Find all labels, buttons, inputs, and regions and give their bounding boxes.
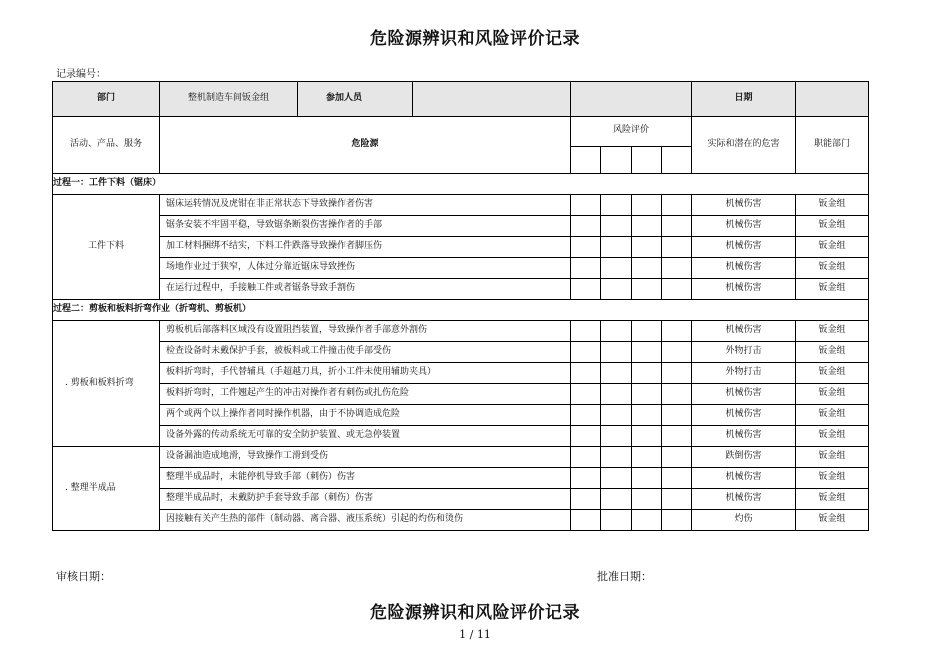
risk-eval-cell bbox=[601, 237, 632, 258]
risk-eval-cell bbox=[632, 447, 662, 468]
hazard-cell: 整理半成品时，未能停机导致手部（刺伤）伤害 bbox=[160, 468, 571, 489]
hazard-cell: 在运行过程中，手接触工件或者锯条导致手割伤 bbox=[160, 279, 571, 300]
process-title-row bbox=[53, 174, 869, 195]
table-row bbox=[53, 195, 869, 216]
participants-cell bbox=[298, 82, 571, 117]
process-title-row bbox=[53, 300, 869, 321]
risk-eval-cell bbox=[632, 258, 662, 279]
harm-cell: 机械伤害 bbox=[692, 405, 796, 426]
dept-label: 部门 bbox=[53, 82, 160, 117]
risk-eval-cell bbox=[601, 510, 632, 531]
harm-cell: 机械伤害 bbox=[692, 489, 796, 510]
risk-eval-cell bbox=[632, 489, 662, 510]
hazard-cell: 锯床运转情况及虎钳在非正常状态下导致操作者伤害 bbox=[160, 195, 571, 216]
risk-eval-cell bbox=[601, 363, 632, 384]
risk-eval-cell bbox=[632, 342, 662, 363]
func-dept-cell: 钣金组 bbox=[796, 342, 869, 363]
table-row bbox=[53, 216, 869, 237]
harm-cell: 外物打击 bbox=[692, 363, 796, 384]
dept-value: 整机制造车间钣金组 bbox=[160, 82, 298, 117]
risk-eval-cell bbox=[662, 426, 692, 447]
risk-eval-cell bbox=[662, 489, 692, 510]
risk-eval-cell bbox=[632, 321, 662, 342]
risk-eval-cell bbox=[571, 342, 601, 363]
risk-eval-cell bbox=[601, 258, 632, 279]
hazard-cell: 场地作业过于狭窄，人体过分靠近锯床导致挫伤 bbox=[160, 258, 571, 279]
risk-eval-cell bbox=[601, 489, 632, 510]
risk-eval-cell bbox=[662, 405, 692, 426]
participants-value-ext[interactable] bbox=[571, 82, 692, 117]
harm-label: 实际和潜在的危害 bbox=[692, 117, 796, 174]
risk-eval-cell bbox=[601, 279, 632, 300]
risk-eval-sub-cell bbox=[632, 146, 662, 173]
process-title: 过程二：剪板和板料折弯作业（折弯机、剪板机） bbox=[53, 300, 869, 321]
risk-eval-cell bbox=[571, 195, 601, 216]
table-row bbox=[53, 510, 869, 531]
risk-eval-cell bbox=[601, 195, 632, 216]
risk-eval-cell bbox=[571, 426, 601, 447]
hazard-cell: 板料折弯时，手代替辅具（手超越刀具，折小工件未使用辅助夹具） bbox=[160, 363, 571, 384]
table-row bbox=[53, 279, 869, 300]
func-dept-cell: 钣金组 bbox=[796, 195, 869, 216]
activity-cell: . 剪板和板料折弯 bbox=[53, 321, 160, 447]
risk-eval-cell bbox=[571, 279, 601, 300]
hazard-cell: 设备漏油造成地滑，导致操作工滑到受伤 bbox=[160, 447, 571, 468]
header-row-1 bbox=[53, 82, 869, 117]
risk-eval-cell bbox=[662, 258, 692, 279]
risk-eval-sub-cell bbox=[662, 146, 692, 173]
risk-eval-cell bbox=[632, 237, 662, 258]
page-title: 危险源辨识和风险评价记录 bbox=[370, 29, 580, 49]
func-dept-cell: 钣金组 bbox=[796, 405, 869, 426]
func-dept-cell: 钣金组 bbox=[796, 258, 869, 279]
risk-eval-cell bbox=[662, 510, 692, 531]
hazard-cell: 板料折弯时，工件翘起产生的冲击对操作者有刺伤或扎伤危险 bbox=[160, 384, 571, 405]
func-dept-cell: 钣金组 bbox=[796, 426, 869, 447]
func-dept-cell: 钣金组 bbox=[796, 237, 869, 258]
risk-eval-cell bbox=[632, 384, 662, 405]
func-dept-cell: 钣金组 bbox=[796, 447, 869, 468]
risk-eval-cell bbox=[662, 321, 692, 342]
risk-eval-cell bbox=[571, 258, 601, 279]
hazard-cell: 检查设备时未戴保护手套，被板料或工件撞击使手部受伤 bbox=[160, 342, 571, 363]
hazard-cell: 锯条安装不牢固平稳，导致锯条断裂伤害操作者的手部 bbox=[160, 216, 571, 237]
risk-eval-cell bbox=[662, 279, 692, 300]
participants-label: 参加人员 bbox=[298, 82, 413, 116]
harm-cell: 机械伤害 bbox=[692, 468, 796, 489]
hazard-cell: 两个或两个以上操作者同时操作机器，由于不协调造成危险 bbox=[160, 405, 571, 426]
risk-eval-cell bbox=[662, 237, 692, 258]
func-dept-cell: 钣金组 bbox=[796, 468, 869, 489]
risk-eval-cell bbox=[601, 384, 632, 405]
func-dept-cell: 钣金组 bbox=[796, 384, 869, 405]
hazard-cell: 因接触有关产生热的部件（制动器、离合器、液压系统）引起的灼伤和烫伤 bbox=[160, 510, 571, 531]
risk-eval-label: 风险评价 bbox=[571, 117, 692, 147]
risk-eval-cell bbox=[662, 384, 692, 405]
header-row-2 bbox=[53, 117, 869, 147]
risk-eval-cell bbox=[632, 510, 662, 531]
func-dept-cell: 钣金组 bbox=[796, 321, 869, 342]
risk-eval-cell bbox=[662, 216, 692, 237]
table-row bbox=[53, 342, 869, 363]
process-title: 过程一：工件下料（锯床） bbox=[53, 174, 869, 195]
page-title-repeat: 危险源辨识和风险评价记录 bbox=[370, 603, 580, 623]
page-number: 1 / 11 bbox=[459, 628, 491, 641]
risk-eval-cell bbox=[632, 426, 662, 447]
harm-cell: 机械伤害 bbox=[692, 237, 796, 258]
risk-eval-cell bbox=[571, 510, 601, 531]
hazard-cell: 加工材料捆绑不结实，下料工件跌落导致操作者脚压伤 bbox=[160, 237, 571, 258]
risk-eval-cell bbox=[571, 447, 601, 468]
risk-eval-cell bbox=[632, 279, 662, 300]
risk-eval-cell bbox=[662, 342, 692, 363]
risk-eval-cell bbox=[662, 468, 692, 489]
risk-eval-cell bbox=[662, 363, 692, 384]
risk-eval-cell bbox=[601, 405, 632, 426]
risk-eval-cell bbox=[632, 216, 662, 237]
risk-eval-cell bbox=[632, 195, 662, 216]
date-label: 日期 bbox=[692, 82, 796, 117]
hazard-label: 危险源 bbox=[160, 117, 571, 174]
date-value[interactable] bbox=[796, 82, 869, 117]
risk-eval-cell bbox=[632, 363, 662, 384]
activity-label: 活动、产品、服务 bbox=[53, 117, 160, 174]
risk-eval-cell bbox=[571, 216, 601, 237]
harm-cell: 机械伤害 bbox=[692, 216, 796, 237]
func-dept-cell: 钣金组 bbox=[796, 279, 869, 300]
hazard-record-table bbox=[52, 81, 869, 531]
risk-eval-cell bbox=[601, 342, 632, 363]
harm-cell: 机械伤害 bbox=[692, 426, 796, 447]
activity-cell: 工件下料 bbox=[53, 195, 160, 300]
risk-eval-cell bbox=[601, 321, 632, 342]
risk-eval-cell bbox=[571, 384, 601, 405]
table-row bbox=[53, 237, 869, 258]
harm-cell: 机械伤害 bbox=[692, 258, 796, 279]
risk-eval-cell bbox=[601, 447, 632, 468]
hazard-cell: 剪板机后部落料区域没有设置阻挡装置，导致操作者手部意外割伤 bbox=[160, 321, 571, 342]
table-row bbox=[53, 426, 869, 447]
harm-cell: 外物打击 bbox=[692, 342, 796, 363]
func-dept-cell: 钣金组 bbox=[796, 489, 869, 510]
table-row bbox=[53, 405, 869, 426]
table-row bbox=[53, 363, 869, 384]
func-dept-cell: 钣金组 bbox=[796, 510, 869, 531]
table-row bbox=[53, 468, 869, 489]
risk-eval-sub-cell bbox=[601, 146, 632, 173]
risk-eval-cell bbox=[662, 195, 692, 216]
risk-eval-cell bbox=[601, 426, 632, 447]
risk-eval-cell bbox=[601, 468, 632, 489]
risk-eval-cell bbox=[601, 216, 632, 237]
table-row bbox=[53, 258, 869, 279]
table-row bbox=[53, 321, 869, 342]
harm-cell: 机械伤害 bbox=[692, 195, 796, 216]
harm-cell: 机械伤害 bbox=[692, 279, 796, 300]
risk-eval-sub-cell bbox=[571, 146, 601, 173]
participants-value[interactable] bbox=[413, 82, 571, 116]
harm-cell: 机械伤害 bbox=[692, 321, 796, 342]
harm-cell: 机械伤害 bbox=[692, 384, 796, 405]
risk-eval-cell bbox=[632, 468, 662, 489]
risk-eval-cell bbox=[662, 447, 692, 468]
risk-eval-cell bbox=[571, 489, 601, 510]
risk-eval-cell bbox=[571, 363, 601, 384]
table-row bbox=[53, 489, 869, 510]
review-date-label: 审核日期： bbox=[56, 570, 111, 583]
record-number-label: 记录编号： bbox=[56, 69, 106, 80]
func-dept-cell: 钣金组 bbox=[796, 363, 869, 384]
risk-eval-cell bbox=[571, 405, 601, 426]
risk-eval-cell bbox=[571, 468, 601, 489]
risk-eval-cell bbox=[571, 321, 601, 342]
approve-date-label: 批准日期： bbox=[597, 570, 652, 583]
table-row bbox=[53, 447, 869, 468]
activity-cell: . 整理半成品 bbox=[53, 447, 160, 531]
harm-cell: 跌倒伤害 bbox=[692, 447, 796, 468]
hazard-cell: 设备外露的传动系统无可靠的安全防护装置、或无急停装置 bbox=[160, 426, 571, 447]
table-row bbox=[53, 384, 869, 405]
harm-cell: 灼伤 bbox=[692, 510, 796, 531]
risk-eval-cell bbox=[632, 405, 662, 426]
func-dept-cell: 钣金组 bbox=[796, 216, 869, 237]
risk-eval-cell bbox=[571, 237, 601, 258]
func-dept-label: 职能部门 bbox=[796, 117, 869, 174]
hazard-cell: 整理半成品时，未戴防护手套导致手部（刺伤）伤害 bbox=[160, 489, 571, 510]
